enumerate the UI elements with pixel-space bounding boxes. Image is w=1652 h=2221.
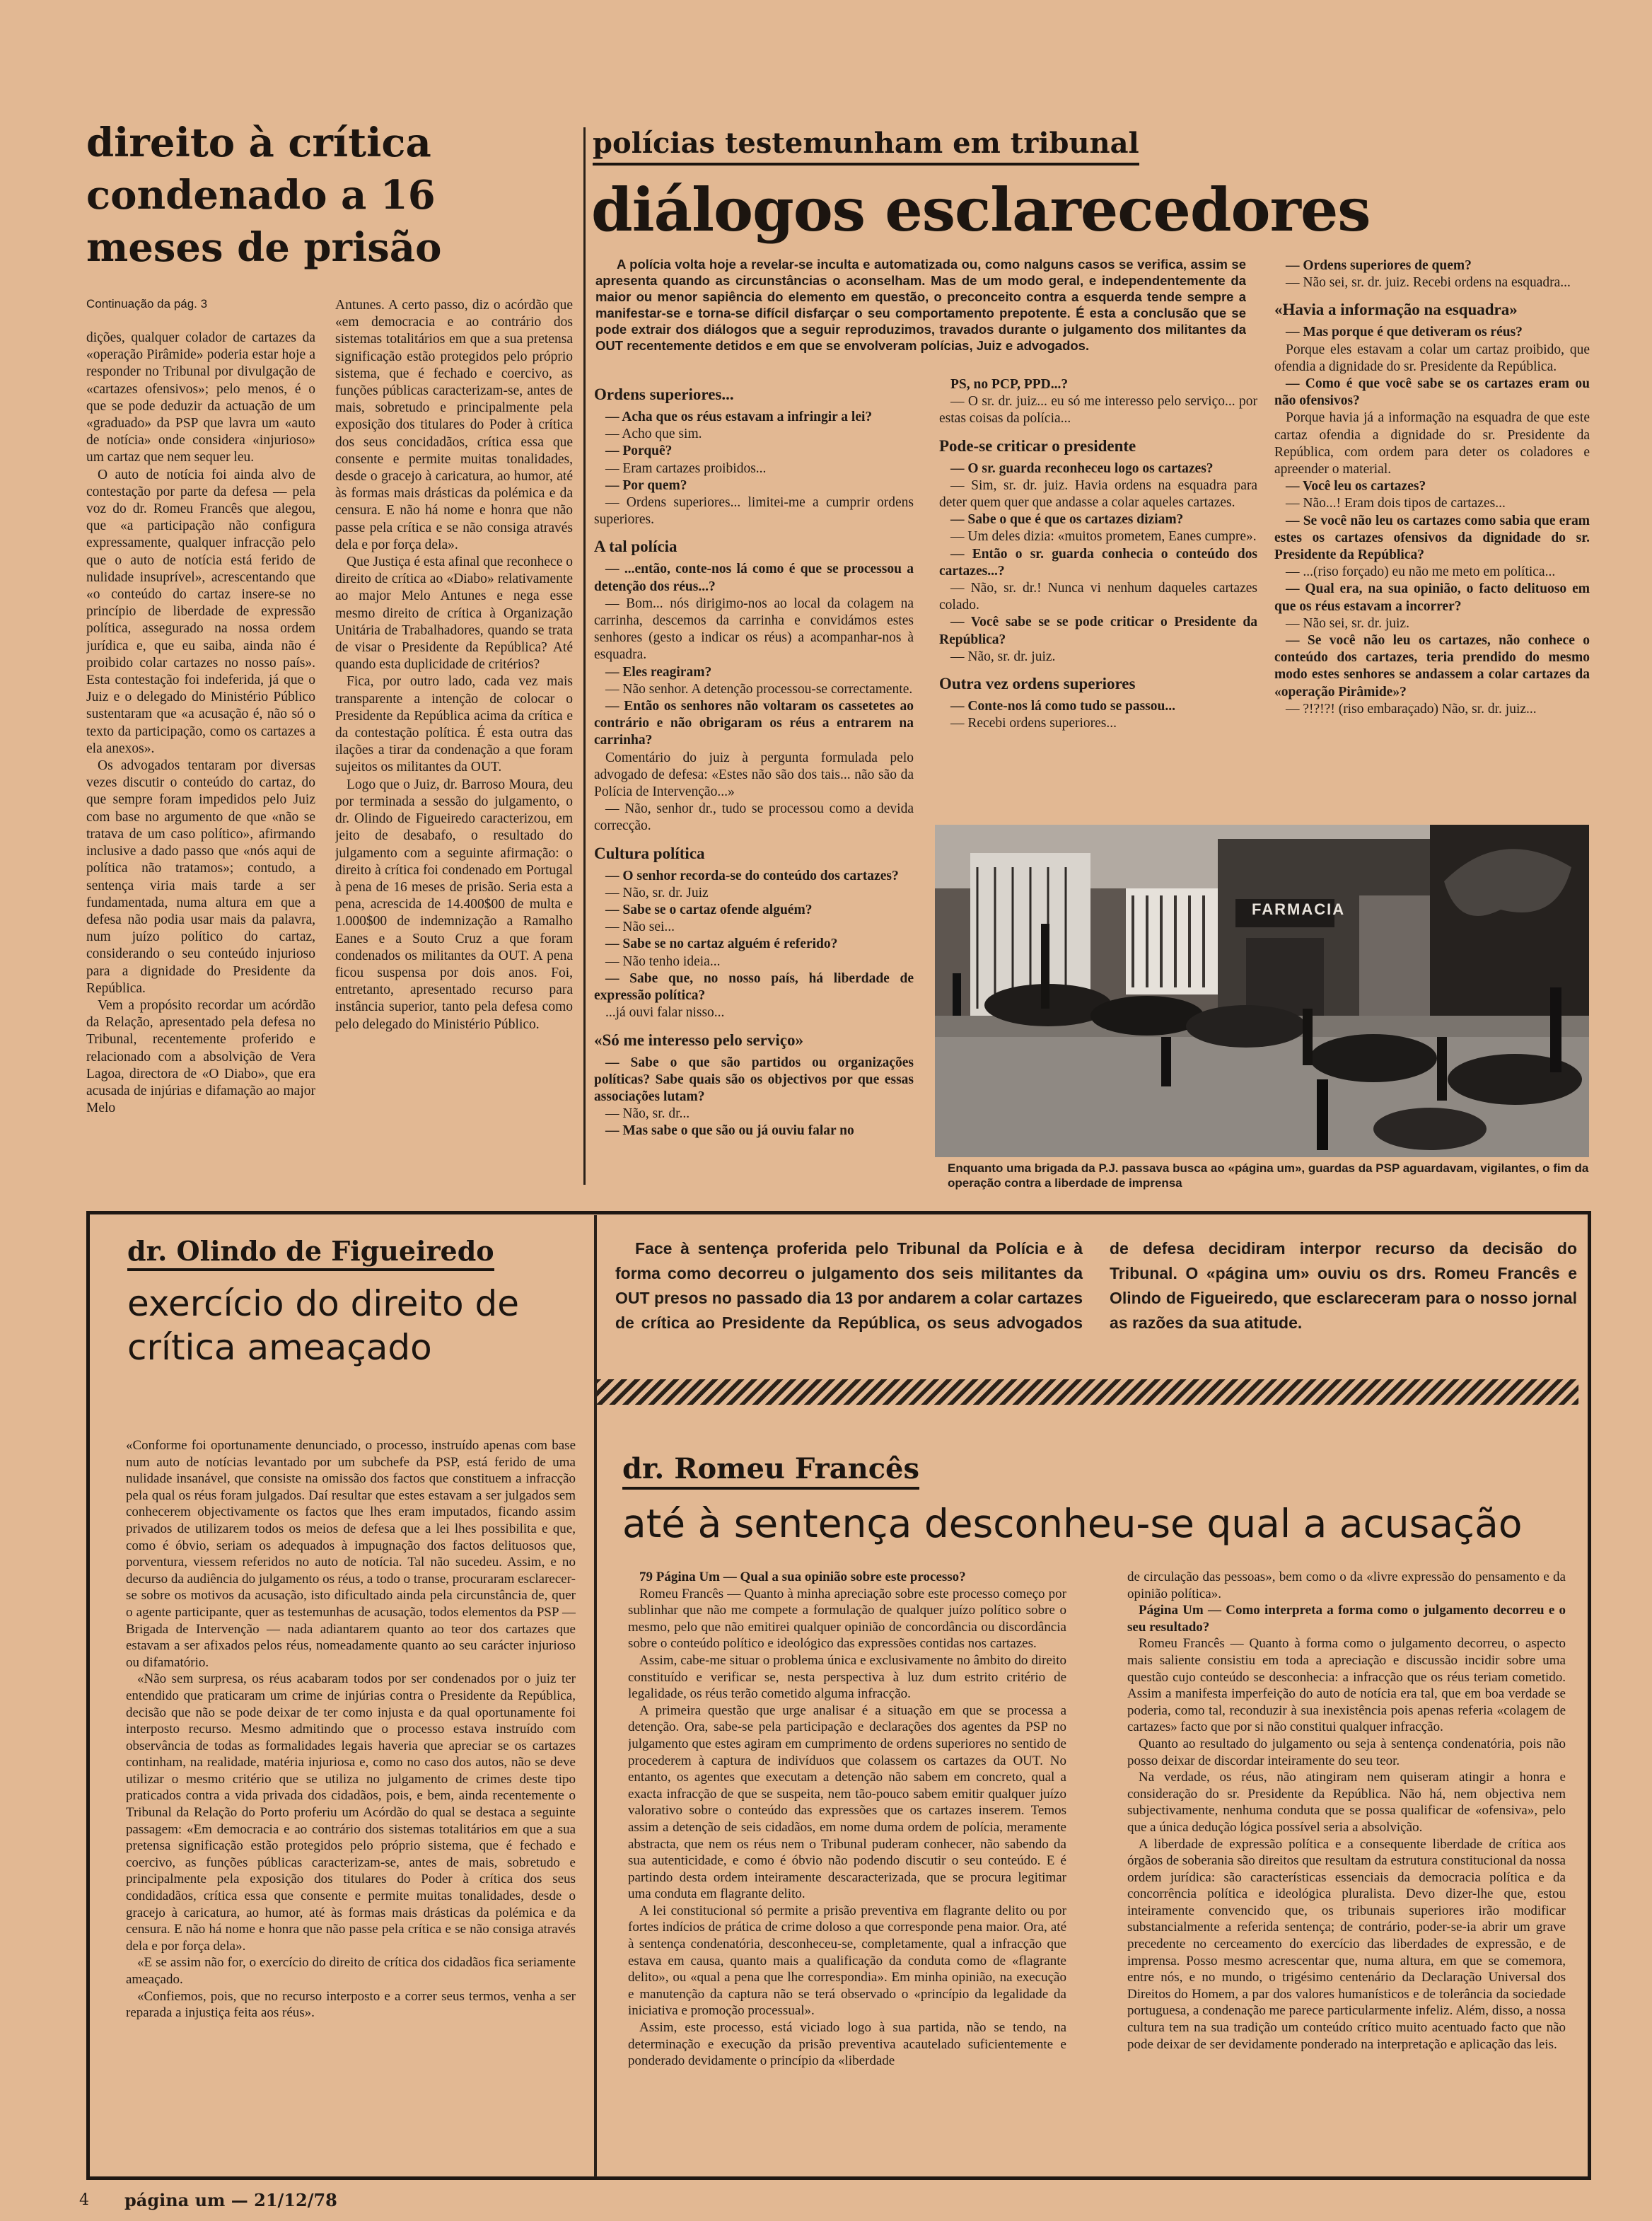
- page-number: 4: [79, 2191, 89, 2209]
- answer: — Não tenho ideia...: [605, 953, 721, 969]
- answer: — Recebi ordens superiores...: [950, 716, 1117, 731]
- answer: — ?!?!?! (riso embaraçado) Não, sr. dr. juiz...: [1286, 701, 1537, 717]
- answer: — Bom... nós dirigimo-nos ao local da colagem na carrinha, descemos da carrinha e convidámos estes senhores (gesto a indicar os réus) a acompanhar-nos à esquadra.: [594, 596, 914, 663]
- street-photo: [935, 825, 1589, 1157]
- answer: — O sr. dr. juiz... eu só me interesso pelo serviço... por estas coisas da polícia...: [939, 394, 1257, 427]
- paragraph: Na verdade, os réus, não atingiram nem quiseram atingir a honra e consideração do sr. Presidente da República. Não há, nem objectiva nem subjectivamente, nenhuma conduta que se possa qualificar de «ofensiva», pelo que a única dedução lógica possível seria a absolvição.: [1127, 1770, 1566, 1835]
- answer: — Ordens superiores... limitei-me a cumprir ordens superiores.: [594, 495, 914, 528]
- paragraph: Fica, por outro lado, cada vez mais transparente a intenção de colocar o Presidente da República acima da crítica e da contestação política. É esta outra das ilações a tirar da condenação a que foram sujeitos os militantes da OUT.: [335, 674, 573, 775]
- paragraph: Assim, este processo, está viciado logo à sua partida, não se tendo, na determinação e execução da prisão preventiva acautelado suficientemente e ponderado devidamente o princípio da «liberdade: [628, 2020, 1066, 2069]
- paragraph: Logo que o Juiz, dr. Barroso Moura, deu por terminada a sessão do julgamento, o dr. Olindo de Figueiredo caracterizou, em jeito de desabafo, o resultado do julgamento com a seguinte afirmação: o direito à crítica foi condenado em Portugal à pena de 16 meses de prisão. Seria esta a pena, acrescida de 14.400$00 de multa e 1.000$00 de indemnização a Ramalho Eanes e a Souto Cruz a que foram condenados os militantes da OUT. A pena ficou suspensa por dois anos. Foi, entretanto, apresentado recurso para instância superior, tanto pela defesa como pelo delegado do Ministério Público.: [335, 777, 573, 1032]
- paragraph: O auto de notícia foi ainda alvo de contestação por parte da defesa — pela voz do dr. Romeu Francês que alegou, que «a participação não configura expressamente, qualquer infracção pelo que o auto de notícia está ferido de nulidade insuprível», acrescentando que «o conteúdo do cartaz insere-se no princípio de liberdade de expressão política, assegurado na nossa ordem jurídica e, que eu saiba, ainda não é proibido colar cartazes no nosso país». Esta contestação foi indeferida, já que o Juiz e o delegado do Ministério Público sustentaram que «a acusação é, não só o texto da participação, como os cartazes a ela anexos».: [86, 467, 315, 756]
- answer: — Sim, sr. dr. juiz. Havia ordens na esquadra para deter quem quer que andasse a colar aqueles cartazes.: [939, 477, 1257, 511]
- question: — Então o sr. guarda conhecia o conteúdo dos cartazes...?: [939, 546, 1257, 579]
- question: — Acha que os réus estavam a infringir a lei?: [605, 410, 873, 424]
- right-kicker: polícias testemunham em tribunal: [593, 126, 1139, 166]
- question: — ...então, conte-nos lá como é que se processou a detenção dos réus...?: [594, 562, 914, 594]
- answer: — Não, sr. dr. juiz.: [950, 649, 1056, 664]
- paragraph: «Confiemos, pois, que no recurso interposto e a correr seus termos, venha a ser reparada a injustiça feita aos réus».: [126, 1988, 576, 2021]
- street-scene-image: [935, 825, 1589, 1157]
- dialog-column-1: [594, 376, 914, 1186]
- answer: — Não, sr. dr.! Nunca vi nenhum daqueles cartazes colado.: [939, 581, 1257, 613]
- question: — Você sabe se se pode criticar o Presidente da República?: [939, 615, 1257, 647]
- paragraph: Assim, cabe-me situar o problema única e exclusivamente no âmbito do direito constituído e verificar se, nesta perspectiva à luz dum estrito critério de legalidade, os réus terão cometido alguma infracção.: [628, 1652, 1066, 1702]
- question: — Sabe se no cartaz alguém é referido?: [605, 936, 838, 952]
- question: — O sr. guarda reconheceu logo os cartazes?: [950, 460, 1214, 476]
- answer: — Não senhor. A detenção processou-se correctamente.: [605, 681, 913, 697]
- answer: — Não...! Eram dois tipos de cartazes...: [1286, 496, 1506, 511]
- paragraph: Vem a propósito recordar um acórdão da Relação, apresentado pela defesa no Tribunal, recentemente proferido e relacionado com a absolvição de Vera Lagoa, directora de «O Diabo», que era acusada de injúrias e difamação ao major Melo: [86, 997, 315, 1116]
- paragraph: de circulação das pessoas», bem como o da «livre expressão do pensamento e da opinião política».: [1127, 1570, 1566, 1601]
- column-divider: [583, 127, 586, 1185]
- answer: — Não sei, sr. dr. juiz. Recebi ordens na esquadra...: [1286, 275, 1571, 291]
- left-headline: direito à crítica condenado a 16 meses de prisão: [86, 120, 442, 271]
- answer: — Não, senhor dr., tudo se processou como a devida correcção.: [594, 801, 914, 834]
- right-intro: A polícia volta hoje a revelar-se inculta e automatizada ou, como nalguns casos se verifica, assim se apresenta quando as circunstâncias o aconselham. Mas de um modo geral, e independentemente da maior ou menor sapiência do elemento em questão, o preconceito contra a esquerda tende sempre a manifestar-se e torna-se difícil disfarçar o seu comportamento prepotente. É esta a conclusão que se pode extrair dos diálogos que a seguir reproduzimos, travados durante o julgamento dos militantes da OUT recentemente detidos e em que se envolveram polícias, Juiz e advogados.: [595, 257, 1246, 353]
- answer: Porque havia já a informação na esquadra de que este cartaz ofendia a dignidade do sr. Presidente da República, com ordem para deter os coladores e apreender o material.: [1274, 410, 1590, 477]
- question: — O senhor recorda-se do conteúdo dos cartazes?: [605, 868, 899, 883]
- footer-line: página um — 21/12/78: [124, 2190, 337, 2210]
- dialog-column-2: [939, 376, 1257, 809]
- answer: — Um deles dizia: «muitos prometem, Eanes cumpre».: [950, 529, 1257, 545]
- paragraph: Quanto ao resultado do julgamento ou seja à sentença condenatória, pois não posso deixar de discordar inteiramente do seu teor.: [1127, 1736, 1566, 1768]
- dialog-column-3: [1274, 257, 1590, 809]
- paragraph: dições, qualquer colador de cartazes da «operação Pirâmide» poderia estar hoje a responder no Tribunal por divulgação de «cartazes ofensivos»; pelo menos, é o que se pode deduzir da actuação de um «graduado» da PSP que lavra um «auto de notícia» onde considera «injurioso» um cartaz que nem sequer leu.: [86, 330, 315, 465]
- question: Página Um — Como interpreta a forma como o julgamento decorreu e o seu resultado?: [1127, 1603, 1566, 1635]
- left-column-1: [86, 330, 315, 1185]
- question: — Porquê?: [605, 443, 673, 459]
- question: — Você leu os cartazes?: [1286, 479, 1426, 494]
- question: — Sabe o que são partidos ou organizações políticas? Sabe quais são os objectivos por que essas associações lutam?: [594, 1055, 914, 1104]
- right-headline: diálogos esclarecedores: [591, 175, 1371, 245]
- answer: Porque eles estavam a colar um cartaz proibido, que ofendia a dignidade do sr. Presidente da República.: [1274, 342, 1590, 374]
- paragraph: «E se assim não for, o exercício do direito de crítica dos cidadãos fica seriamente ameaçado.: [126, 1955, 576, 1987]
- answer: — ...(riso forçado) eu não me meto em política...: [1286, 564, 1556, 580]
- paragraph: «Conforme foi oportunamente denunciado, o processo, instruído apenas com base num auto de notícias levantado por um subchefe da PSP, está ferido de uma nulidade insanável, que consiste na omissão dos factos que constituem a infracção pela qual os réus foram julgados. Daí resultar que estes estavam a ser julgados sem conhecerem objectivamente os factos que lhes eram imputados, ficando assim privados de utilizarem todos os meios de defesa que a lei lhes possibilita e que, como é óbvio, seriam os adequados à impugnação dos factos delituosos que, porventura, viessem referidos no auto de notícia. Tal não sucedeu. Assim, e no decurso da audiência do julgamento os réus, a todo o transe, procuraram esclarecer-se sobre os motivos da acusação, isto dificultado ainda pela circunstância de, quer o agente participante, quer as testemunhas de acusação, todos elementos da PSP — Brigada de Intervenção — nada adiantarem quanto ao teor dos cartazes que estavam a ser afixados pelos réus, nomeadamente quanto ao seu carácter injurioso ou difamatório.: [126, 1438, 576, 1670]
- paragraph: Romeu Francês — Quanto à minha apreciação sobre este processo começo por sublinhar que não me compete a formulação de qualquer juízo político sobre o mesmo, pelo que não emitirei qualquer opinião de concordância ou discordância sobre o conteúdo político e ideológico das expressões contidas nos cartazes.: [628, 1586, 1066, 1652]
- question: — Como é que você sabe se os cartazes eram ou não ofensivos?: [1274, 376, 1590, 409]
- question: — Sabe se o cartaz ofende alguém?: [605, 903, 813, 918]
- question: 79 Página Um — Qual a sua opinião sobre este processo?: [639, 1570, 966, 1584]
- answer: — Não, sr. dr. Juiz: [605, 885, 709, 900]
- paragraph: A liberdade de expressão política e a consequente liberdade de crítica aos órgãos de soberania são direitos que resultam da estrutura constitucional da nossa ordem jurídica: são características essenciais da democracia política e da concorrência política e ideológica pluralista. Devo dizer-lhe que, estou inteiramente convencido que, os tribunais superiores irão modificar substancialmente a referida sentença; de contrário, poder-se-ia abrir um grave precedente no cerceamento do exercício das liberdades de expressão, e de imprensa. Posso mesmo acrescentar que, numa altura, em que se comemora, entre nós, e no mundo, o trigésimo centenário da Declaração Universal dos Direitos do Homem, a par dos valores humanísticos e de tolerância da sociedade portuguesa, a condenação me parece particularmente infeliz. Além, disso, a nossa cultura tem na sua tradição um conteúdo crítico muito acentuado facto que não pode deixar de ser devidamente ponderado na interpretação e aplicação das leis.: [1127, 1836, 1566, 2052]
- romeu-column-2: [1127, 1569, 1566, 2163]
- answer: — Acho que sim.: [605, 427, 702, 442]
- paragraph: Antunes. A certo passo, diz o acórdão que «em democracia e ao contrário dos sistemas totalitários em que a sua pretensa significação estão protegidos pelo próprio sistema, que é fechado e coercivo, as funções públicas caracterizam-se, antes de mais, sobretudo e principalmente pela exposição dos titulares do Poder à crítica dos seus concidadãos, crítica essa que consente e permite muitas tonalidades, desde o gracejo à caricatura, ao humor, até às formas mais drásticas da polémica e da censura. E não há nome e honra que não passe pela crítica e se não consiga através dela e por força dela».: [335, 298, 573, 552]
- bottom-lead: [615, 1236, 1577, 1371]
- paragraph: Romeu Francês — Quanto à forma como o julgamento decorreu, o aspecto mais saliente consistiu em toda a apreciação e discussão incidir sobre uma questão cujo conteúdo se desconhecia: a infracção que os réus teriam cometido. Assim a manifesta imperfeição do auto de notícia era tal, que em boa verdade se poderia, como tal, reconduzir à sua inexistência pois apenas referia «colagem de cartazes» facto que por si não constitui qualquer infracção.: [1127, 1636, 1566, 1735]
- question: — Eles reagiram?: [605, 664, 712, 680]
- question: — Mas porque é que detiveram os réus?: [1286, 325, 1523, 340]
- question: — Se você não leu os cartazes, não conhece o conteúdo dos cartazes, teria prendido do mesmo modo estes senhores se andassem a colar cartazes da «operação Pirâmide»?: [1274, 633, 1590, 700]
- question: — Então os senhores não voltaram os cassetetes ao contrário e não obrigaram os réus a entrarem na carrinha?: [594, 699, 914, 748]
- subheading: Ordens superiores...: [594, 385, 734, 403]
- hatched-band: [595, 1379, 1578, 1405]
- answer: — Não sei...: [605, 920, 675, 935]
- continuation-note: Continuação da pág. 3: [86, 297, 208, 311]
- lead-paragraph: Face à sentença proferida pelo Tribunal da Polícia e à forma como decorreu o julgamento dos seis militantes da OUT presos no passado dia 13 por andarem a colar cartazes de crítica ao Presidente da República, os seus advogados de defesa decidiram interpor recurso da decisão do Tribunal. O «página um» ouviu os drs. Romeu Francês e Olindo de Figueiredo, que esclareceram para o nosso jornal as razões da sua atitude.: [615, 1239, 1577, 1332]
- romeu-headline: até à sentença desconheu-se qual a acusação: [622, 1501, 1523, 1546]
- question: — Ordens superiores de quem?: [1286, 258, 1472, 273]
- question: — Conte-nos lá como tudo se passou...: [950, 699, 1175, 714]
- answer: ...já ouvi falar nisso...: [605, 1005, 725, 1021]
- paragraph: A lei constitucional só permite a prisão preventiva em flagrante delito ou por fortes indícios de prática de crime doloso a que corresponde pena maior. Ora, até à sentença condenatória, desconheceu-se, completamente, qual a infracção que estava em causa, quanto mais a qualificação da conduta como de «flagrante delito», ou «qual a pena que lhe correspondia». Em minha opinião, na execução e manutenção da captura não se terá observado o «princípio da legalidade da iniciativa e promoção processual».: [628, 1903, 1066, 2019]
- answer: — Não, sr. dr...: [605, 1106, 690, 1122]
- photo-caption: Enquanto uma brigada da P.J. passava busca ao «página um», guardas da PSP aguardavam, vigilantes, o fim da operação contra a liberdade de imprensa: [948, 1161, 1589, 1190]
- subheading: «Só me interesso pelo serviço»: [594, 1031, 803, 1049]
- pharmacy-sign: FARMACIA: [1252, 900, 1346, 918]
- olindo-name: dr. Olindo de Figueiredo: [127, 1234, 494, 1271]
- subheading: Outra vez ordens superiores: [939, 675, 1136, 693]
- subheading: A tal polícia: [594, 538, 677, 556]
- question: PS, no PCP, PPD...?: [950, 377, 1069, 392]
- romeu-name: dr. Romeu Francês: [622, 1451, 919, 1490]
- bottom-divider: [594, 1215, 597, 2177]
- answer: — Não sei, sr. dr. juiz.: [1286, 615, 1409, 631]
- question: — Sabe que, no nosso país, há liberdade de expressão política?: [594, 970, 914, 1004]
- olindo-text: [126, 1437, 576, 2162]
- question: — Sabe o que é que os cartazes diziam?: [950, 512, 1184, 528]
- paragraph: «Não sem surpresa, os réus acabaram todos por ser condenados por o juiz ter entendido que praticaram um crime de injúrias contra o Presidente da República, decisão que não se pode deixar de ter como injusta e da qual oportunamente foi interposto recurso. Mesmo admitindo que o processo estava instruído com observância de todas as formalidades legais haveria que apreciar se os cartazes continham, na realidade, matéria injuriosa e, como no caso dos autos, não se deve utilizar o mesmo critério que se utiliza no julgamento de crimes deste tipo praticados contra a vida privada dos cidadãos, pois, e bem, ainda recentemente o Tribunal da Relação do Porto proferiu um Acórdão do qual se destaca a seguinte passagem: «Em democracia e ao contrário dos sistemas totalitários em que a sua pretensa significação estão protegidos pelo próprio sistema, que é fechado e coercivo, as funções públicas caracterizam-se, antes de mais, sobretudo e principalmente pela exposição dos titulares do Poder à crítica dos seus condidadãos, crítica essa que consente e permite muitas tonalidades, desde o gracejo à caricatura, ao humor, até às formas mais drásticas da polémica e da censura. E não há nome e honra que não passe pela crítica e se não consiga através dela e por força dela».: [126, 1671, 576, 1954]
- question: — Mas sabe o que são ou já ouviu falar no: [605, 1123, 854, 1139]
- answer: — Eram cartazes proibidos...: [605, 460, 767, 476]
- question: — Por quem?: [605, 477, 687, 493]
- subheading: Cultura política: [594, 844, 705, 862]
- olindo-headline: exercício do direito de crítica ameaçado: [127, 1283, 519, 1368]
- question: — Qual era, na sua opinião, o facto delituoso em que os réus estavam a incorrer?: [1274, 581, 1590, 614]
- romeu-column-1: [628, 1569, 1066, 2163]
- answer: Comentário do juiz à pergunta formulada pelo advogado de defesa: «Estes não são dos tais... não são da Polícia de Intervenção...»: [594, 750, 914, 800]
- paragraph: Que Justiça é esta afinal que reconhece o direito de crítica ao «Diabo» relativamente ao major Melo Antunes e nega esse mesmo direito de crítica à Organização Unitária de Trabalhadores, quando se trata de visar o Presidente da República? Até quando esta duplicidade de critérios?: [335, 555, 573, 673]
- paragraph: Os advogados tentaram por diversas vezes discutir o conteúdo do cartaz, do que sempre foram impedidos pelo Juiz com base no argumento de que «não se tratava de um caso político», afirmando inclusive a dado passo que «nós aqui de política não tratamos»; contudo, a sentença viria mais tarde a ser fundamentada, numa altura em que a defesa não podia usar mais da palavra, num juízo político do cartaz, considerando o seu conteúdo injurioso para a dignidade do Presidente da República.: [86, 758, 315, 996]
- question: — Se você não leu os cartazes como sabia que eram estes os cartazes ofensivos da dignidade do sr. Presidente da República?: [1274, 513, 1590, 563]
- paragraph: A primeira questão que urge analisar é a situação em que se processa a detenção. Ora, sabe-se pela participação e declarações dos agentes da PSP no julgamento que estes agiram em cumprimento de ordens superiores no sentido de procederem à captura de indivíduos que colassem os cartazes da OUT. No entanto, os agentes que executam a detenção não sabem em concreto, qual a exacta infracção de que se suspeita, nem tão-pouco sabem emitir qualquer juízo valorativo sobre o conteúdo das expressões que os cartazes inserem. Temos assim a detenção de seis cidadãos, em nome duma ordem de polícia, meramente abstracta, que nem os réus nem o Tribunal puderam conhecer, não sabendo da sua autenticidade, e como é óbvio não podendo discutir o seu conteúdo. E é partindo desta ordem inteiramente descaracterizada, que se procura legitimar uma conduta em flagrante delito.: [628, 1703, 1066, 1902]
- subheading: Pode-se criticar o presidente: [939, 436, 1136, 455]
- left-column-2: [335, 297, 573, 1185]
- subheading: «Havia a informação na esquadra»: [1274, 301, 1518, 319]
